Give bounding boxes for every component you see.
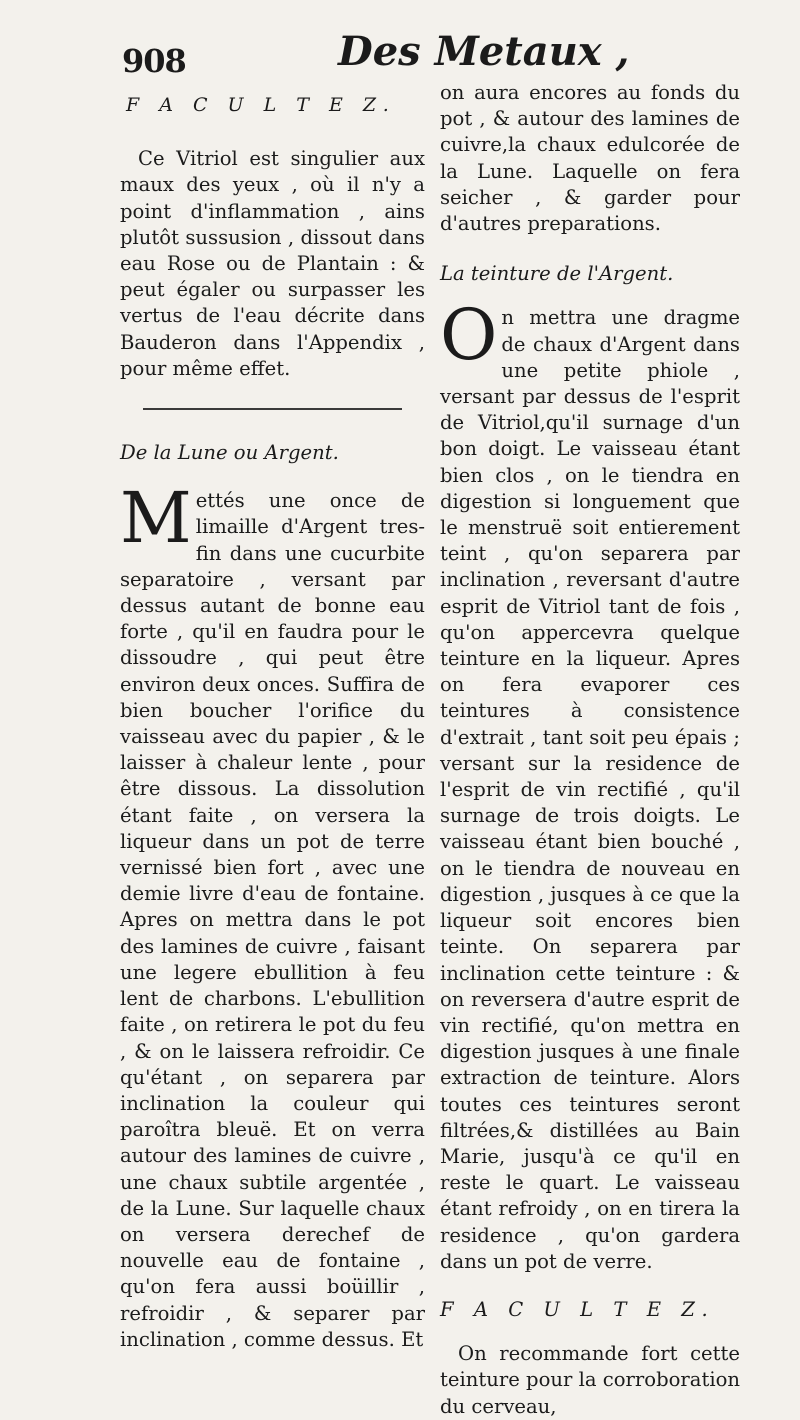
paragraph-lune-continued: on aura encores au fonds du pot , & autour des lamines de cuivre,la chaux edulcorée de la Lune. Laquelle on fera seicher , & garder pour d'autres preparations.: [440, 81, 740, 236]
paragraph-lune-preparation: Mettés une once de limaille d'Argent tres-fin dans une cucurbite separatoire , versant par dessus autant de bonne eau forte , qu'il en faudra pour le dissoudre , qui peut être environ deux onces. Suffira de bien boucher l'orifice du vaisseau avec du papier , & le laisser à chaleur lente , pour être dissous. La dissolution étant faite , on versera la liqueur dans un pot de terre vernissé bien fort , avec une demie livre d'eau de fontaine. Apres on mettra dans le pot des lamines de cuivre , faisant une legere ebullition à feu lent de charbons. L'ebullition faite , on retirera le pot du feu , & on le laissera refroidir. Ce qu'étant , on separera par inclination la couleur qui paroîtra bleuë. Et on verra autour des lamines de cuivre , une chaux subtile argentée , de la Lune. Sur laquelle chaux on versera derechef de nouvelle eau de fontaine , qu'on fera aussi boüillir , refroidir , & separer par inclination , comme dessus. Et: [120, 477, 425, 1351]
left-column: [120, 70, 425, 1353]
section-heading-lune: De la Lune ou Argent.: [120, 441, 339, 465]
paragraph-teinture: On mettra une dragme de chaux d'Argent dans une petite phiole , versant par dessus de l'esprit de Vitriol,qu'il surnage d'un bon doigt. Le vaisseau étant bien clos , on le tiendra en digestion si longuement que le menstruë soit entierement teint , qu'on separera par inclination , reversant d'autre esprit de Vitriol tant de fois , qu'on appercevra quelque teinture en la liqueur. Apres on fera evaporer ces teintures à consistence d'extrait , tant soit peu épais ; versant sur la residence de l'esprit de vin rectifié , qu'il surnage de trois doigts. Le vaisseau étant bien bouché , on le tiendra de nouveau en digestion , jusques à ce que la liqueur soit encores bien teinte. On separera par inclination cette teinture : & on reversera d'autre esprit de vin rectifié, qu'on mettra en digestion jusques à une finale extraction de teinture. Alors toutes ces teintures seront filtrées,& distillées au Bain Marie, jusqu'à ce qu'il en reste le quart. Le vaisseau étant refroidy , on en tirera la residence , qu'on gardera dans un pot de verre.: [440, 294, 740, 1273]
section-heading-facultez: F A C U L T E Z.: [126, 94, 396, 116]
paragraph-vitriol-eyes: Ce Vitriol est singulier aux maux des yeux , où il n'y a point d'inflammation , ains plutôt sussusion , dissout dans eau Rose ou de Plantain : & peut égaler ou surpasser les vertus de l'eau décrite dans Bauderon dans l'Appendix , pour même effet.: [120, 147, 425, 380]
paragraph-teinture-facultez: On recommande fort cette teinture pour la corroboration du cerveau,: [440, 1342, 741, 1418]
section-heading-facultez-2: F A C U L T E Z.: [440, 1297, 715, 1321]
section-heading-teinture: La teinture de l'Argent.: [440, 262, 674, 286]
right-column: [440, 70, 740, 1420]
running-title: Des Metaux ,: [338, 28, 630, 75]
page-number: 908: [122, 42, 186, 80]
